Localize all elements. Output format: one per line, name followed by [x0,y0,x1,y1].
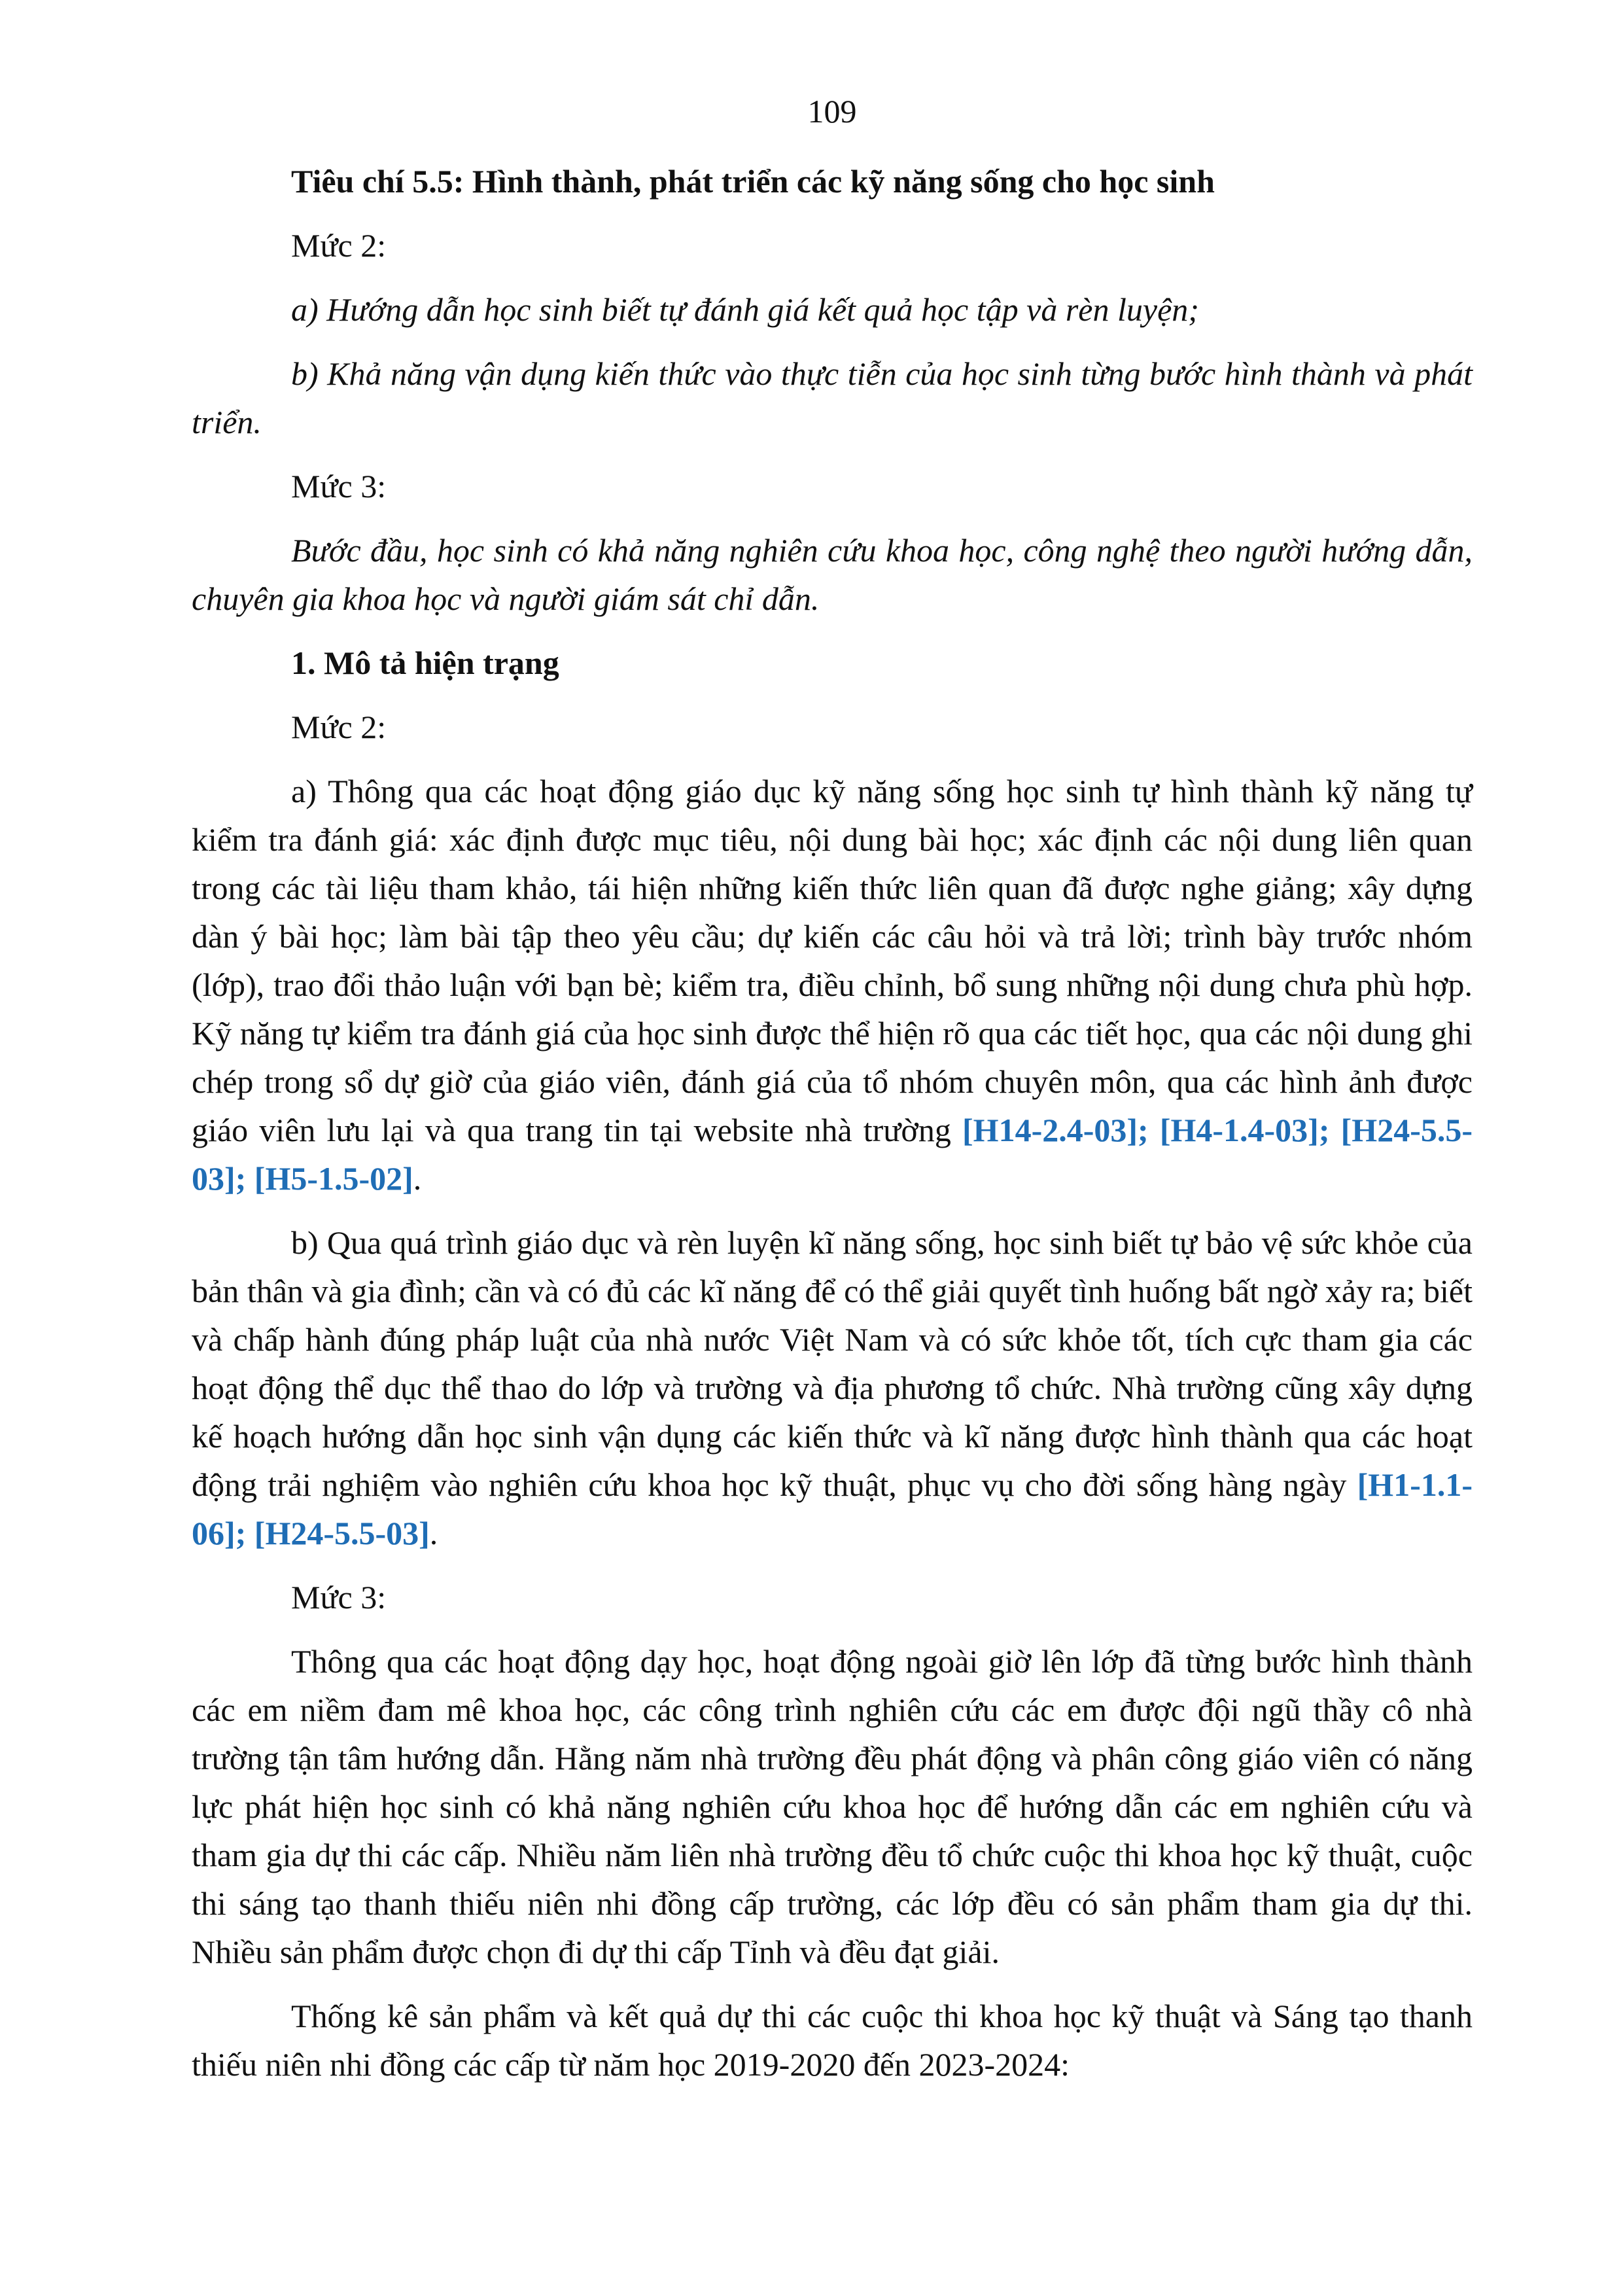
paragraph-a [192,767,1473,1203]
document-page [192,92,1473,2089]
paragraph-a-end: . [413,1160,422,1197]
section-heading: 1. Mô tả hiện trạng [291,645,559,681]
paragraph-b [192,1218,1473,1557]
criterion-level2-a: a) Hướng dẫn học sinh biết tự đánh giá kết quả học tập và rèn luyện; [291,291,1199,328]
section-level2-label: Mức 2: [291,709,387,745]
paragraph-c: Thông qua các hoạt động dạy học, hoạt động ngoài giờ lên lớp đã từng bước hình thành các em niềm đam mê khoa học, các công trình nghiên cứu các em được đội ngũ thầy cô nhà trường tận tâm hướng dẫn. Hằng năm nhà trường đều phát động và phân công giáo viên có năng lực phát hiện học sinh có khả năng nghiên cứu khoa học để hướng dẫn các em nghiên cứu và tham gia dự thi các cấp. Nhiều năm liên nhà trường đều tổ chức cuộc thi khoa học kỹ thuật, cuộc thi sáng tạo thanh thiếu niên nhi đồng cấp trường, các lớp đều có sản phẩm tham gia dự thi. Nhiều sản phẩm được chọn đi dự thi cấp Tỉnh và đều đạt giải. [192,1643,1473,1970]
evidence-references-a[interactable]: [H14-2.4-03]; [H4-1.4-03]; [H24-5.5-03]; [H5-1.5-02] [192,1112,1473,1197]
criterion-level3-text: Bước đầu, học sinh có khả năng nghiên cứu khoa học, công nghệ theo người hướng dẫn, chuyên gia khoa học và người giám sát chỉ dẫn. [192,532,1473,617]
criterion-level2-label: Mức 2: [291,227,387,264]
paragraph-b-text: b) Qua quá trình giáo dục và rèn luyện kĩ năng sống, học sinh biết tự bảo vệ sức khỏe của bản thân và gia đình; cần và có đủ các kĩ năng để có thể giải quyết tình huống bất ngờ xảy ra; biết và chấp hành đúng pháp luật của nhà nước Việt Nam và có sức khỏe tốt, tích cực tham gia các hoạt động thể dục thể thao do lớp và trường và địa phương tổ chức. Nhà trường cũng xây dựng kế hoạch hướng dẫn học sinh vận dụng các kiến thức và kĩ năng được hình thành qua các hoạt động trải nghiệm vào nghiên cứu khoa học kỹ thuật, phục vụ cho đời sống hàng ngày [192,1224,1473,1503]
criterion-level3-label: Mức 3: [291,468,387,504]
section-level3-label: Mức 3: [291,1579,387,1616]
page-number: 109 [807,93,857,130]
paragraph-a-text: a) Thông qua các hoạt động giáo dục kỹ năng sống học sinh tự hình thành kỹ năng tự kiểm tra đánh giá: xác định được mục tiêu, nội dung bài học; xác định các nội dung liên quan trong các tài liệu tham khảo, tái hiện những kiến thức liên quan đã được nghe giảng; xây dựng dàn ý bài học; làm bài tập theo yêu cầu; dự kiến các câu hỏi và trả lời; trình bày trước nhóm (lớp), trao đổi thảo luận với bạn bè; kiểm tra, điều chỉnh, bổ sung những nội dung chưa phù hợp. Kỹ năng tự kiểm tra đánh giá của học sinh được thể hiện rõ qua các tiết học, qua các nội dung ghi chép trong sổ dự giờ của giáo viên, đánh giá của tổ nhóm chuyên môn, qua các hình ảnh được giáo viên lưu lại và qua trang tin tại website nhà trường [192,773,1473,1148]
criterion-level2-b: b) Khả năng vận dụng kiến thức vào thực tiễn của học sinh từng bước hình thành và phát triển. [192,355,1473,440]
paragraph-b-end: . [429,1515,438,1551]
paragraph-d: Thống kê sản phẩm và kết quả dự thi các cuộc thi khoa học kỹ thuật và Sáng tạo thanh thiếu niên nhi đồng các cấp từ năm học 2019-2020 đến 2023-2024: [192,1998,1473,2083]
evidence-references-b[interactable]: [H1-1.1-06]; [H24-5.5-03] [192,1466,1473,1551]
criterion-title: Tiêu chí 5.5: Hình thành, phát triển các kỹ năng sống cho học sinh [291,163,1215,200]
